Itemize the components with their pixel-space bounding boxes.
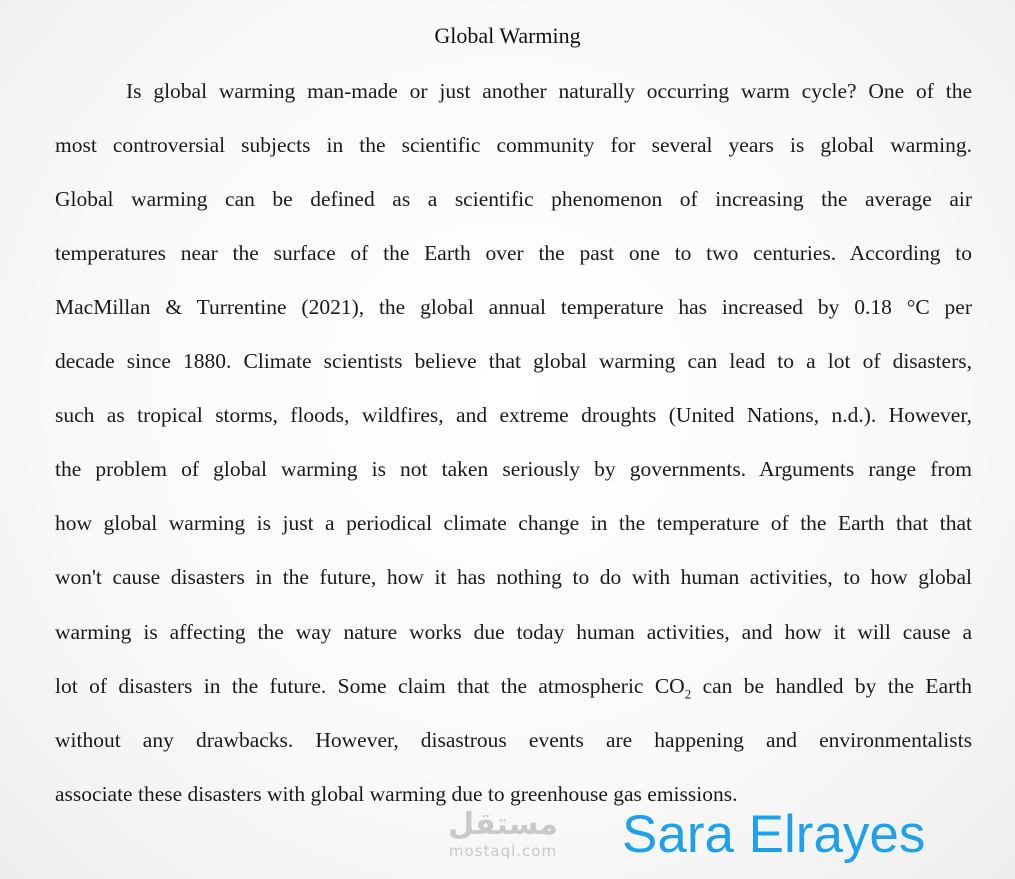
paragraph-line: decade since 1880. Climate scientists believe that global warming can lead to a lot of disasters, xyxy=(55,349,972,373)
paragraph-line: Is global warming man-made or just another naturally occurring warm cycle? One of the xyxy=(126,79,972,103)
paragraph-line: temperatures near the surface of the Earth over the past one to two centuries. According to xyxy=(55,241,972,265)
co2-line-after: can be handled by the Earth xyxy=(691,674,972,698)
paragraph-line: the problem of global warming is not taken seriously by governments. Arguments range from xyxy=(55,457,972,481)
paragraph-line: warming is affecting the way nature works due today human activities, and how it will cause a xyxy=(55,620,972,644)
document-title: Global Warming xyxy=(434,23,581,48)
watermark-arabic-logo: مستقل xyxy=(448,807,558,842)
author-name: Sara Elrayes xyxy=(622,805,926,864)
paragraph-line: Global warming can be defined as a scientific phenomenon of increasing the average air xyxy=(55,187,972,211)
co2-subscript: 2 xyxy=(684,686,692,701)
co2-line-before: lot of disasters in the future. Some claim that the atmospheric CO xyxy=(55,674,685,698)
paragraph-line-co2 xyxy=(55,671,972,701)
mostaql-watermark xyxy=(428,808,578,864)
paragraph-line: MacMillan & Turrentine (2021), the global annual temperature has increased by 0.18 °C per xyxy=(55,295,972,319)
paragraph-line: most controversial subjects in the scientific community for several years is global warming. xyxy=(55,133,972,157)
paragraph-line: without any drawbacks. However, disastrous events are happening and environmentalists xyxy=(55,728,972,752)
watermark-site: mostaql.com xyxy=(448,842,558,860)
paragraph-line-last: associate these disasters with global warming due to greenhouse gas emissions. xyxy=(55,782,738,806)
paragraph-line: how global warming is just a periodical climate change in the temperature of the Earth that that xyxy=(55,511,972,535)
paragraph-line: such as tropical storms, floods, wildfires, and extreme droughts (United Nations, n.d.). However, xyxy=(55,403,972,427)
paragraph-line: won't cause disasters in the future, how it has nothing to do with human activities, to how global xyxy=(55,565,972,589)
